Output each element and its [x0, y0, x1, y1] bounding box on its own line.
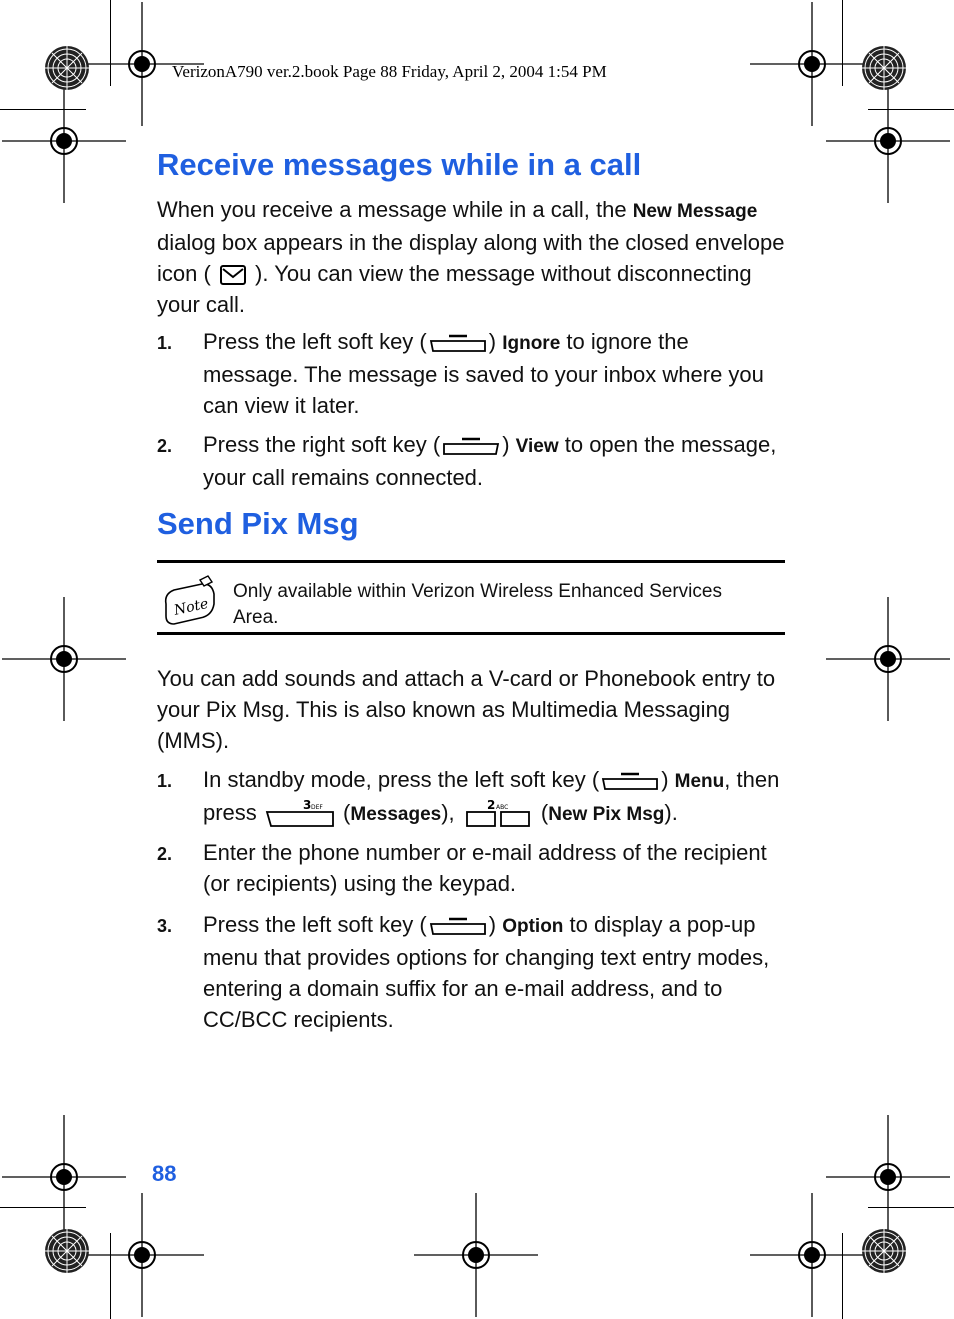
envelope-icon	[220, 263, 246, 287]
pix-step-2: 2. Enter the phone number or e-mail address of the recipient (or recipients) using the keypad.	[157, 840, 767, 896]
section-title-receive-messages: Receive messages while in a call	[157, 147, 642, 182]
note-icon-label: Note	[172, 595, 210, 619]
svg-text:DEF: DEF	[310, 804, 323, 811]
page-number: 88	[152, 1161, 177, 1186]
pix-msg-intro-paragraph: You can add sounds and attach a V-card or Phonebook entry to your Pix Msg. This is also known as Multimedia Messaging (MMS).	[157, 666, 776, 753]
left-soft-key-icon	[429, 916, 487, 936]
section-title-send-pix-msg: Send Pix Msg	[157, 506, 359, 541]
svg-text:2: 2	[486, 798, 496, 812]
receive-step-2: 2. Press the right soft key ( ) View to open the message, your call remains connected.	[157, 432, 777, 490]
pix-step-1: 1. In standby mode, press the left soft key ( ) Menu, then press 3 DEF (Messages), 2 ABC (New Pix Msg).	[157, 764, 787, 830]
new-message-label: New Message	[632, 201, 758, 222]
svg-text:ABC: ABC	[495, 804, 509, 811]
note-bottom-rule	[157, 632, 785, 635]
receive-step-1: 1. Press the left soft key ( ) Ignore to ignore the message. The message is saved to your inbox where you can view it later.	[157, 329, 764, 418]
print-header-stamp: VerizonA790 ver.2.book Page 88 Friday, April 2, 2004 1:54 PM	[172, 62, 607, 81]
note-text: Only available within Verizon Wireless Enhanced Services Area.	[233, 581, 722, 628]
left-soft-key-icon	[429, 333, 487, 353]
note-icon	[160, 574, 220, 626]
key-3-def-icon	[265, 798, 335, 828]
pix-step-3: 3. Press the left soft key ( ) Option to display a pop-up menu that provides options for changing text entry modes, entering a domain suffix for an e-mail address, and to CC/BCC recipients.	[157, 912, 770, 1032]
key-2-abc-icon	[463, 798, 533, 828]
note-top-rule	[157, 560, 785, 563]
svg-text:3: 3	[302, 798, 312, 812]
receive-intro-paragraph: When you receive a message while in a call, the New Message dialog box appears in the display along with the closed envelope icon ( ). You can view the message without disconnecting your call.	[157, 197, 785, 317]
right-soft-key-icon	[442, 436, 500, 456]
left-soft-key-icon	[601, 771, 659, 791]
